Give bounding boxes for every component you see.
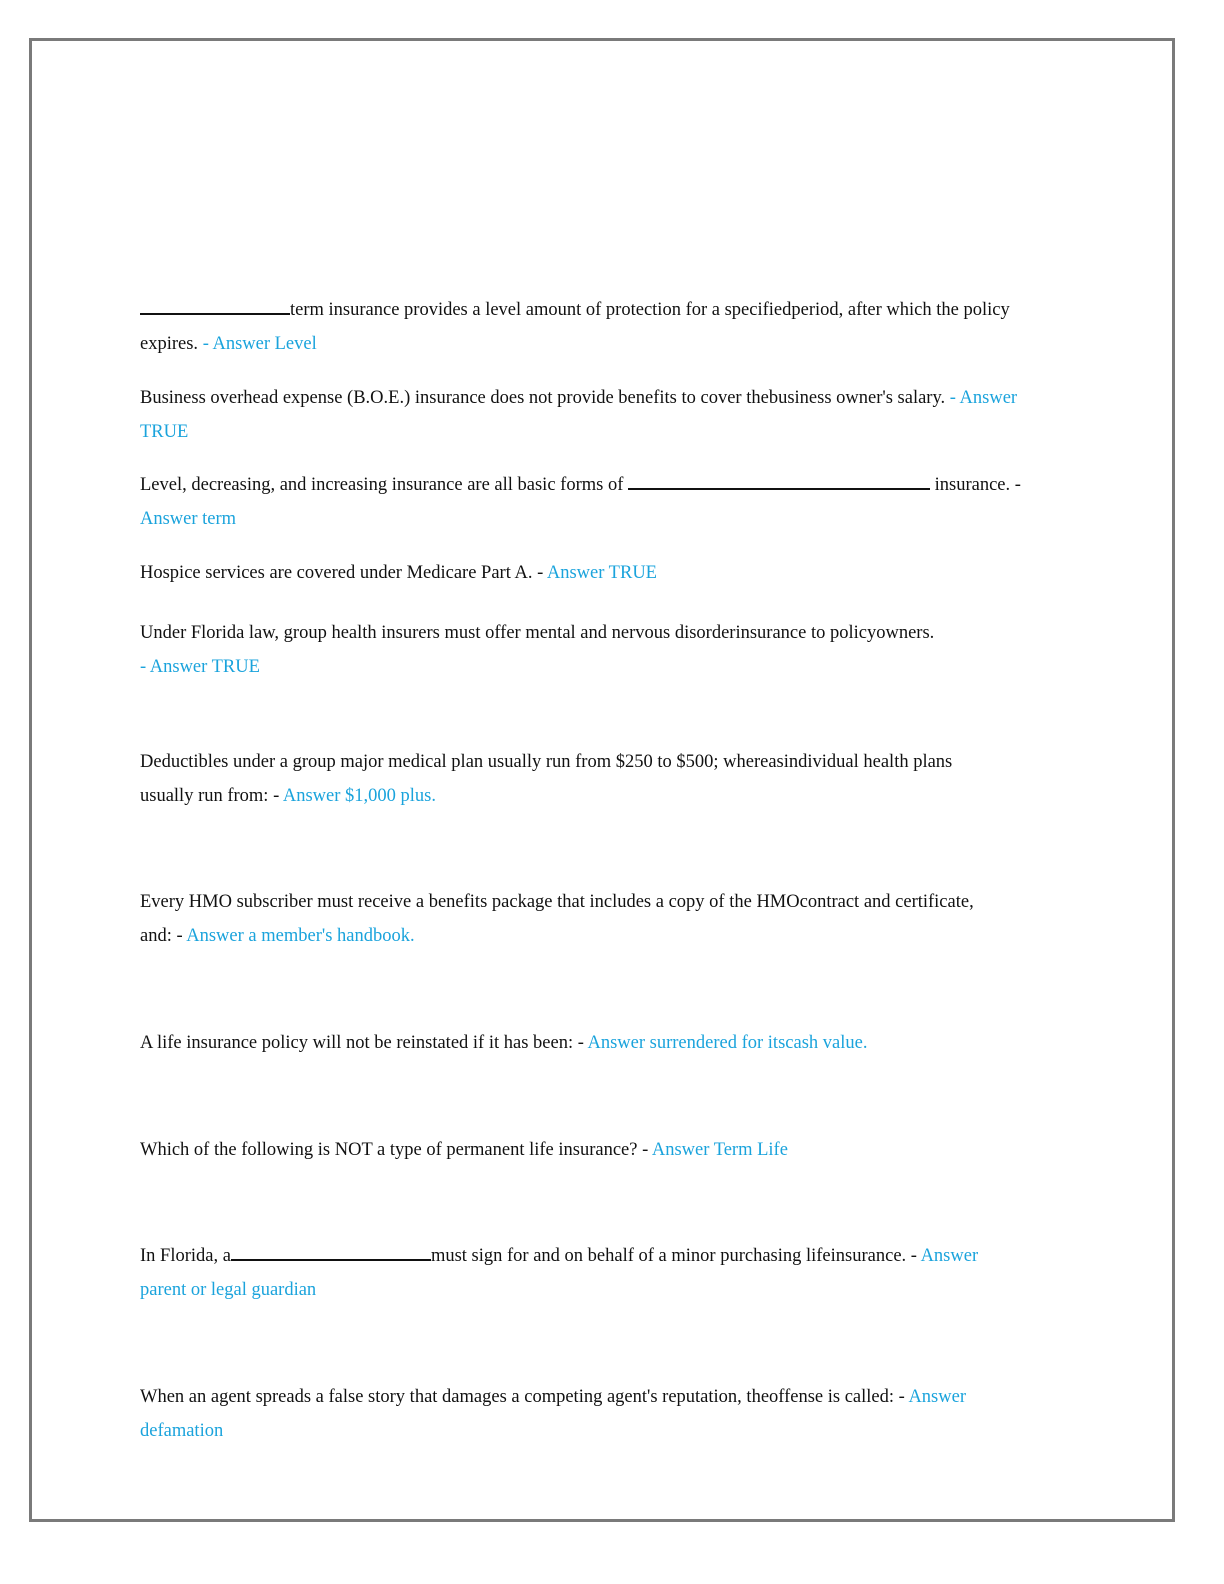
answer-text: - Answer TRUE xyxy=(140,657,260,677)
question-text-end: insurance. - xyxy=(934,475,1021,495)
fill-in-blank xyxy=(628,470,930,490)
question-text: Under Florida law, group health insurers must offer mental and nervous disorderinsurance to policyowners. xyxy=(140,623,935,643)
qa-item-mental-nervous xyxy=(140,616,940,684)
qa-item-defamation xyxy=(140,1380,1010,1448)
question-text: A life insurance policy will not be reinstated if it has been: - xyxy=(140,1033,584,1053)
qa-item-minor xyxy=(140,1239,1010,1307)
question-text: Hospice services are covered under Medicare Part A. - xyxy=(140,563,544,583)
qa-item-level-term xyxy=(140,293,1040,361)
question-text: In Florida, a xyxy=(140,1246,231,1266)
question-text: term insurance provides a level amount of protection for a specifiedperiod, after which the policy expires. xyxy=(140,300,1010,354)
fill-in-blank xyxy=(231,1241,431,1261)
qa-item-reinstated xyxy=(140,1026,1040,1060)
answer-text: Answer $1,000 plus. xyxy=(282,786,436,806)
answer-text: Answer term xyxy=(140,509,237,529)
question-text: Which of the following is NOT a type of permanent life insurance? - xyxy=(140,1140,649,1160)
qa-item-deductibles xyxy=(140,745,1010,813)
question-text: Level, decreasing, and increasing insurance are all basic forms of xyxy=(140,475,624,495)
qa-item-boe xyxy=(140,381,1040,449)
answer-text: Answer defamation xyxy=(140,1387,966,1441)
qa-item-basic-forms xyxy=(140,468,1040,536)
qa-item-hospice xyxy=(140,556,1040,590)
qa-item-permanent-life xyxy=(140,1133,1040,1167)
fill-in-blank xyxy=(140,295,290,315)
answer-text: Answer TRUE xyxy=(546,563,657,583)
question-text: When an agent spreads a false story that damages a competing agent's reputation, theoffense is called: - xyxy=(140,1387,905,1407)
question-text: Deductibles under a group major medical plan usually run from $250 to $500; whereasindividual health plans usually run from: - xyxy=(140,752,953,806)
question-text: Business overhead expense (B.O.E.) insurance does not provide benefits to cover thebusiness owner's salary. xyxy=(140,388,946,408)
qa-item-hmo xyxy=(140,885,990,953)
question-text: Every HMO subscriber must receive a benefits package that includes a copy of the HMOcontract and certificate, and: - xyxy=(140,892,974,946)
answer-text: Answer parent or legal guardian xyxy=(140,1246,979,1300)
answer-text: Answer surrendered for itscash value. xyxy=(587,1033,868,1053)
question-text-end: must sign for and on behalf of a minor purchasing lifeinsurance. - xyxy=(430,1246,917,1266)
answer-text: Answer a member's handbook. xyxy=(186,926,415,946)
answer-text: Answer Term Life xyxy=(651,1140,788,1160)
answer-text: - Answer TRUE xyxy=(140,388,1018,442)
answer-text: - Answer Level xyxy=(202,334,317,354)
